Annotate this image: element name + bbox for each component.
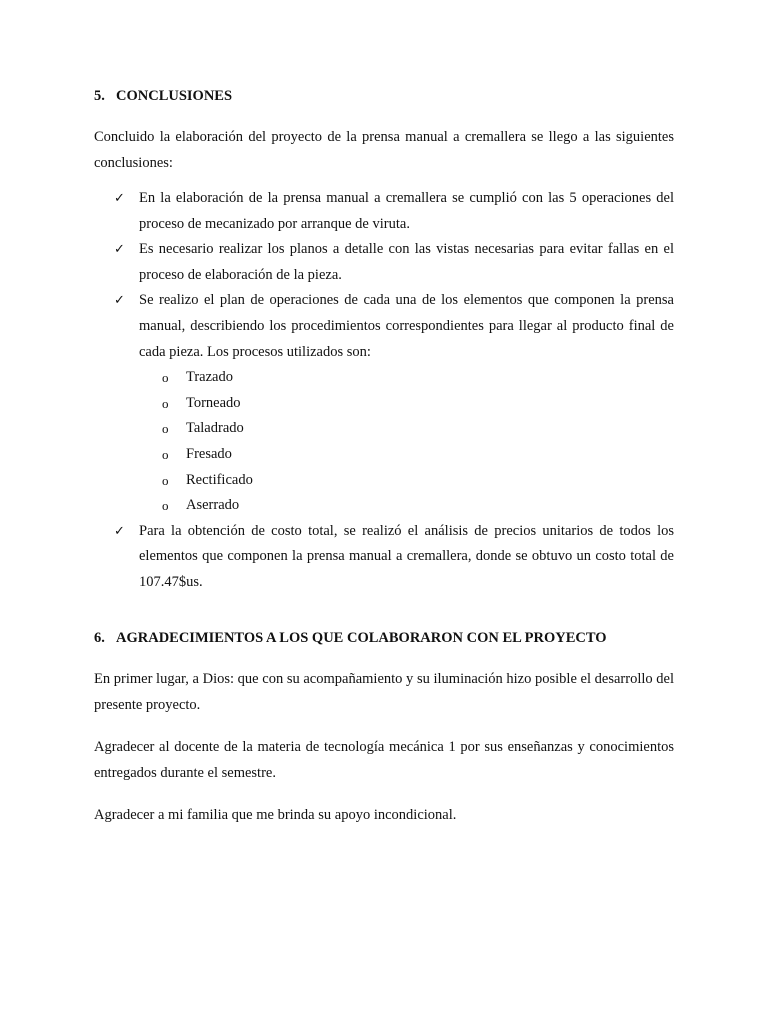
checkmark-icon: ✓ <box>114 242 125 258</box>
process-item <box>139 416 674 442</box>
conclusion-text: Se realizo el plan de operaciones de cada una de los elementos que componen la prensa manual, describiendo los procedimientos correspondientes para llegar al producto final de cada pieza. Los procesos utilizados son: <box>139 292 674 360</box>
conclusions-list <box>94 186 674 596</box>
acknowledgement-paragraph: Agradecer a mi familia que me brinda su apoyo incondicional. <box>94 806 457 823</box>
process-text: Rectificado <box>186 471 253 488</box>
section-5-title: CONCLUSIONES <box>116 88 233 104</box>
checkmark-icon: ✓ <box>114 191 125 206</box>
process-item <box>139 365 674 391</box>
section-6-title: AGRADECIMIENTOS A LOS QUE COLABORARON CON EL PROYECTO <box>116 629 607 646</box>
conclusion-text: En la elaboración de la prensa manual a cremallera se cumplió con las 5 operaciones del proceso de mecanizado por arranque de viruta. <box>139 190 674 232</box>
process-item <box>139 493 674 519</box>
process-item <box>139 442 674 468</box>
circle-bullet-icon: o <box>162 498 169 514</box>
section-5-heading <box>94 86 674 106</box>
process-text: Fresado <box>186 445 232 462</box>
process-item <box>139 468 674 494</box>
process-text: Torneado <box>186 394 241 411</box>
conclusion-text: Es necesario realizar los planos a detalle con las vistas necesarias para evitar fallas en el proceso de elaboración de la pieza. <box>139 241 674 283</box>
processes-list <box>139 365 674 519</box>
section-5-intro: Concluido la elaboración del proyecto de la prensa manual a cremallera se llego a las siguientes conclusiones: <box>94 129 674 171</box>
conclusion-item <box>94 519 674 596</box>
circle-bullet-icon: o <box>162 370 169 386</box>
checkmark-icon: ✓ <box>114 293 125 309</box>
section-6-number: 6. <box>94 629 105 646</box>
circle-bullet-icon: o <box>162 446 169 462</box>
process-text: Trazado <box>186 369 233 386</box>
process-text: Taladrado <box>186 420 244 437</box>
conclusion-item <box>94 186 674 237</box>
conclusion-text: Para la obtención de costo total, se realizó el análisis de precios unitarios de todos los elementos que componen la prensa manual a cremallera, donde se obtuvo un costo total de 107.47$us. <box>139 522 674 590</box>
process-text: Aserrado <box>186 497 240 514</box>
section-5-number: 5. <box>94 88 105 104</box>
circle-bullet-icon: o <box>162 421 169 437</box>
checkmark-icon: ✓ <box>114 523 125 539</box>
process-item <box>139 391 674 417</box>
circle-bullet-icon: o <box>162 395 169 411</box>
document-page <box>94 86 674 828</box>
circle-bullet-icon: o <box>162 472 169 488</box>
conclusion-item <box>94 237 674 288</box>
acknowledgement-paragraph: Agradecer al docente de la materia de tecnología mecánica 1 por sus enseñanzas y conocimientos entregados durante el semestre. <box>94 738 674 781</box>
section-6-heading <box>94 628 674 648</box>
conclusion-item <box>94 288 674 518</box>
acknowledgement-paragraph: En primer lugar, a Dios: que con su acompañamiento y su iluminación hizo posible el desarrollo del presente proyecto. <box>94 670 674 713</box>
